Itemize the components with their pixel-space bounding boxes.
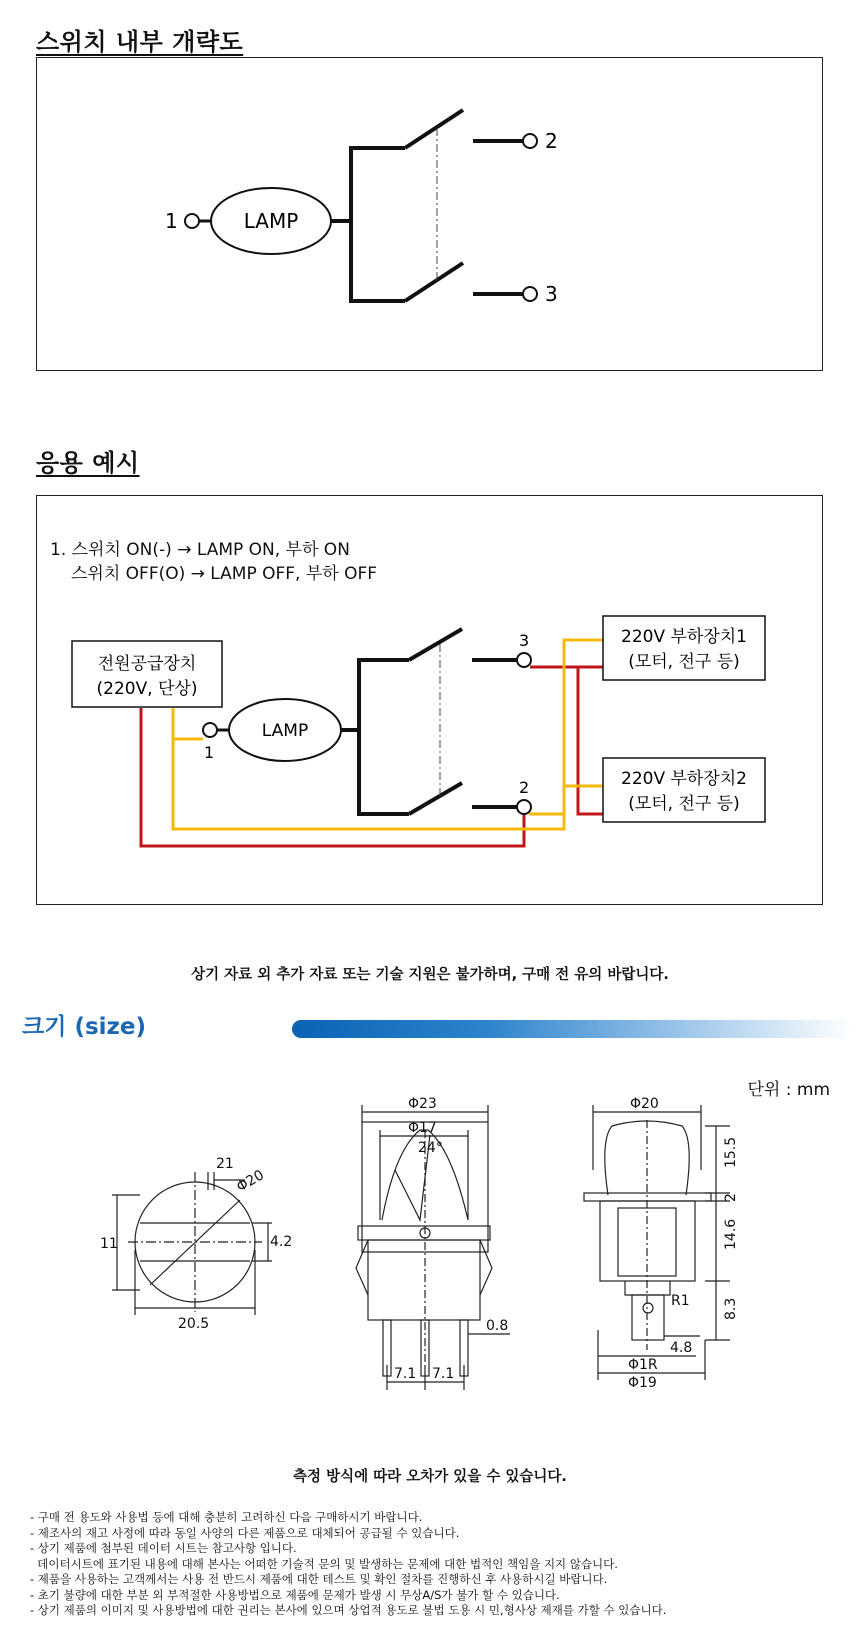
terminal-1 [203, 723, 217, 737]
switch-blade-lower [405, 263, 463, 301]
note-item: - 상기 제품의 이미지 및 사용방법에 대한 권리는 본사에 있으며 상업적 용도로 불법 도용 시 민,형사상 제재를 가할 수 있습니다. [30, 1603, 667, 1617]
power-supply-label-2: (220V, 단상) [96, 679, 198, 699]
size-title: 크기 (size) [22, 1014, 147, 1040]
terminal-3 [517, 653, 531, 667]
support-notice: 상기 자료 외 추가 자료 또는 기술 지원은 불가하며, 구매 전 유의 바랍니다. [191, 967, 669, 983]
terminal-1-label: 1 [165, 209, 178, 233]
load-device-2-label-1: 220V 부하장치2 [621, 769, 747, 789]
dim-7-1-right: 7.1 [432, 1366, 455, 1382]
switch-blade-upper [409, 629, 462, 660]
dim-2: 2 [723, 1193, 739, 1202]
terminal-1 [185, 214, 199, 228]
dim-8-3: 8.3 [723, 1297, 739, 1320]
dim-phi17: Φ17 [408, 1120, 437, 1136]
dim-20-5: 20.5 [178, 1316, 210, 1332]
terminal-3-label: 3 [545, 282, 558, 306]
dim-phi20-side: Φ20 [630, 1096, 659, 1112]
note-item: - 제조사의 재고 사정에 따라 동일 사양의 다른 제품으로 대체되어 공급될 수 있습니다. [30, 1525, 460, 1540]
dim-15-5: 15.5 [723, 1136, 739, 1168]
terminal-3-label: 3 [519, 631, 530, 650]
common-bus [359, 660, 409, 814]
lamp-label: LAMP [243, 209, 299, 233]
common-bus [351, 148, 405, 301]
dim-4-2: 4.2 [270, 1234, 293, 1250]
dim-phi19: Φ19 [628, 1375, 657, 1391]
size-title-bar [292, 1020, 852, 1038]
example-description [50, 538, 377, 586]
dim-4-8: 4.8 [670, 1340, 693, 1356]
dim-14-6: 14.6 [723, 1218, 739, 1250]
note-item: - 구매 전 용도와 사용법 등에 대해 충분히 고려하신 다음 구매하시기 바랍니다. [30, 1510, 423, 1524]
load-device-2-label-2: (모터, 전구 등) [628, 794, 740, 814]
dim-7-1-left: 7.1 [394, 1366, 417, 1382]
dim-0-8: 0.8 [486, 1318, 509, 1334]
yellow-wire-lamp [173, 708, 203, 739]
terminal-3 [523, 287, 537, 301]
terminal-2-label: 2 [545, 129, 558, 153]
note-item: 데이터시트에 표기된 내용에 대해 본사는 어떠한 기술적 문의 및 발생하는 문제에 대한 법적인 책임을 지지 않습니다. [30, 1556, 618, 1571]
notes-list [30, 1510, 666, 1619]
terminal-2 [523, 134, 537, 148]
switch-blade-lower [409, 783, 462, 814]
measurement-notice: 측정 방식에 따라 오차가 있을 수 있습니다. [293, 1469, 567, 1485]
schematic-frame [36, 57, 823, 371]
load-device-1-label-2: (모터, 전구 등) [628, 652, 740, 672]
note-item: - 제품을 사용하는 고객께서는 사용 전 반드시 제품에 대한 테스트 및 확인 절차를 진행하신 후 사용하시길 바랍니다. [30, 1572, 608, 1586]
application-title: 응용 예시 [36, 449, 140, 477]
dim-24-deg: 24° [418, 1140, 443, 1156]
example-line-2: 스위치 OFF(O) → LAMP OFF, 부하 OFF [71, 564, 378, 584]
dim-11: 11 [100, 1236, 118, 1252]
example-line-1: 1. 스위치 ON(-) → LAMP ON, 부하 ON [50, 540, 350, 560]
dimension-drawings [0, 1090, 860, 1440]
lamp-label: LAMP [261, 721, 309, 741]
dim-21: 21 [216, 1156, 234, 1172]
terminal-1-label: 1 [204, 743, 215, 762]
dim-r1: R1 [671, 1293, 690, 1309]
dim-phi23: Φ23 [408, 1096, 437, 1112]
note-item: - 상기 제품에 첨부된 데이터 시트는 참고사항 입니다. [30, 1541, 297, 1555]
load-device-1-label-1: 220V 부하장치1 [621, 627, 747, 647]
terminal-2-label: 2 [519, 778, 530, 797]
power-supply-label-1: 전원공급장치 [97, 654, 197, 674]
note-item: - 초기 불량에 대한 부분 외 부적절한 사용방법으로 제품에 문제가 발생 시 무상A/S가 불가 할 수 있습니다. [30, 1587, 560, 1602]
switch-schematic-diagram [37, 58, 824, 372]
switch-blade-upper [405, 110, 463, 148]
red-wire-loads [578, 667, 603, 814]
unit-label: 단위 : mm [747, 1080, 830, 1100]
dim-phi1r: Φ1R [628, 1357, 658, 1373]
schematic-title: 스위치 내부 개략도 [36, 28, 244, 56]
dim-phi20-cutout: Φ20 [234, 1167, 267, 1196]
terminal-2 [517, 800, 531, 814]
